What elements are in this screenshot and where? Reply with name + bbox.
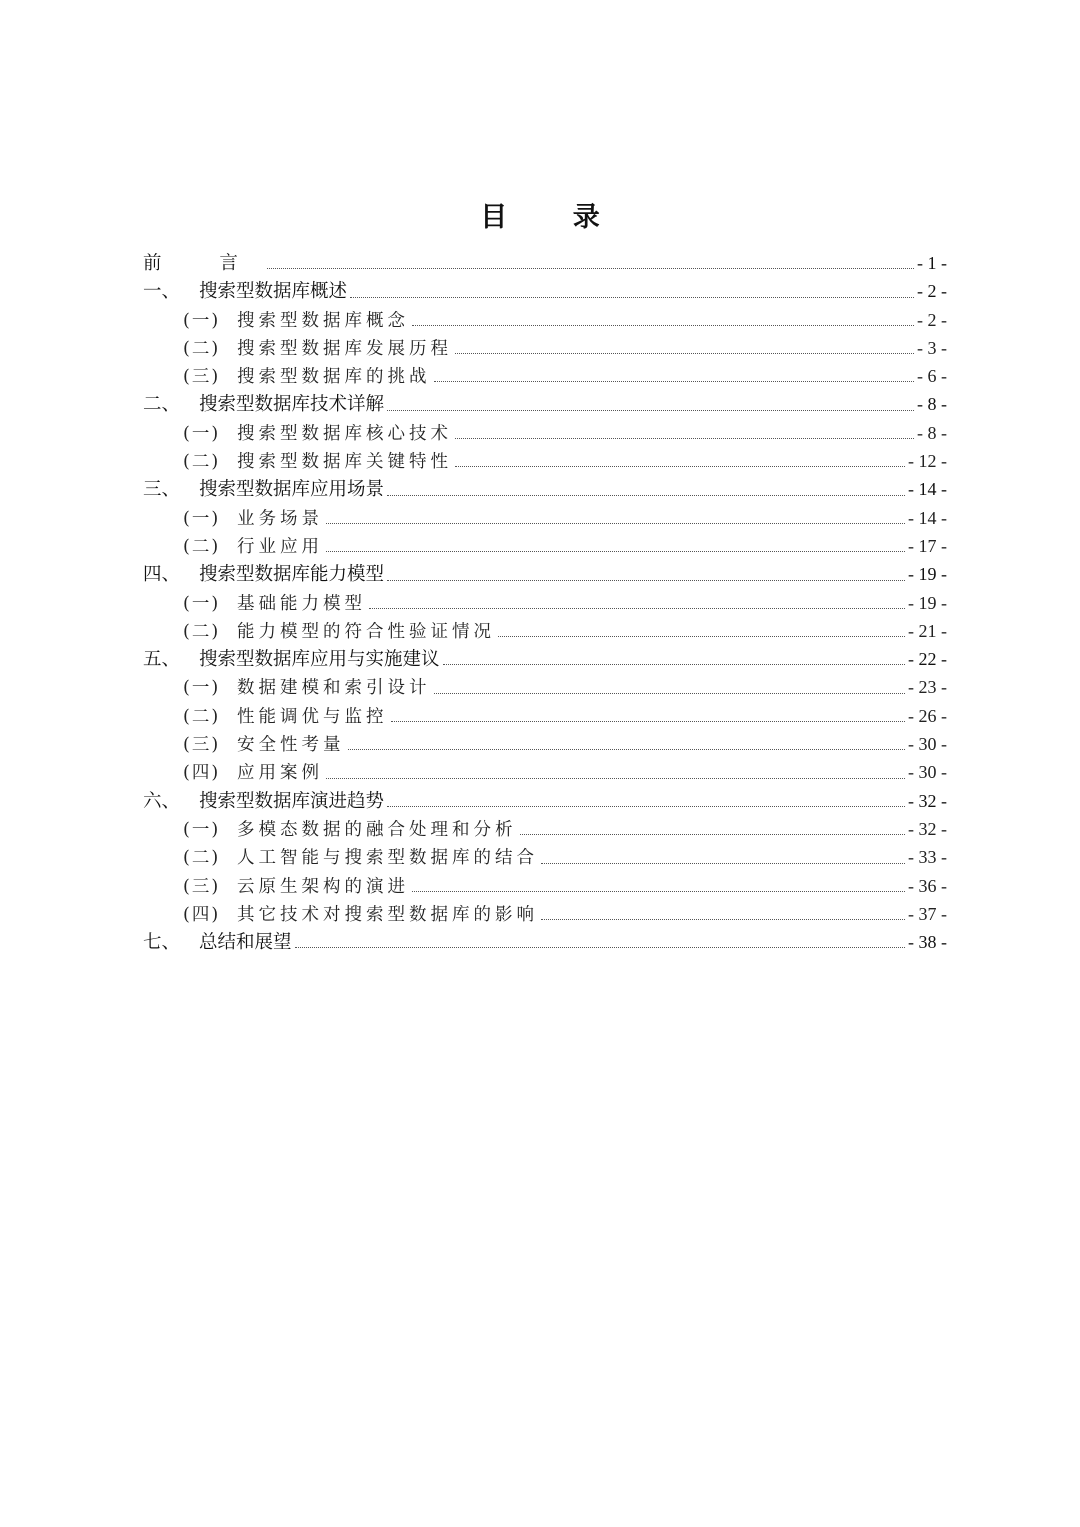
toc-dot-leader — [541, 917, 905, 920]
toc-entry-number: 四、 — [143, 564, 181, 586]
toc-entry-number: 五、 — [143, 649, 181, 671]
toc-dot-leader — [412, 889, 905, 892]
toc-section-entry[interactable] — [143, 730, 947, 758]
toc-entry-title: 搜索型数据库核心技术 — [237, 423, 452, 444]
toc-page-number: - 8 - — [917, 394, 947, 415]
toc-section-entry[interactable] — [143, 702, 947, 730]
toc-entry-number: (一) — [183, 819, 221, 840]
toc-page-number: - 2 - — [917, 309, 947, 330]
toc-page-number: - 22 - — [908, 649, 947, 670]
toc-page-number: - 32 - — [908, 790, 947, 811]
toc-section-entry[interactable] — [143, 362, 947, 390]
toc-page-number: - 14 - — [908, 507, 947, 528]
toc-section-entry[interactable] — [143, 815, 947, 843]
toc-chapter-entry[interactable] — [143, 390, 947, 418]
toc-chapter-entry[interactable] — [143, 277, 947, 305]
toc-entry-title: 搜索型数据库能力模型 — [199, 564, 385, 586]
toc-entry-title: 云原生架构的演进 — [237, 876, 409, 897]
toc-page-number: - 36 - — [908, 875, 947, 896]
toc-page-number: - 37 - — [908, 903, 947, 924]
toc-entry-number: (二) — [183, 848, 221, 869]
toc-entry-title: 搜索型数据库演进趋势 — [199, 790, 385, 812]
toc-entry-title: 应用案例 — [237, 763, 323, 784]
toc-title: 目 录 — [480, 202, 628, 233]
toc-page-number: - 2 - — [917, 281, 947, 302]
toc-entry-number: (三) — [183, 735, 221, 756]
toc-entry-title: 搜索型数据库发展历程 — [237, 338, 452, 359]
toc-entry-number: (一) — [183, 310, 221, 331]
toc-section-entry[interactable] — [143, 504, 947, 532]
toc-entry-number: (一) — [183, 423, 221, 444]
toc-page-number: - 19 - — [908, 592, 947, 613]
toc-entry-number: 二、 — [143, 394, 181, 416]
toc-dot-leader — [455, 351, 914, 354]
toc-dot-leader — [369, 606, 905, 609]
toc-section-entry[interactable] — [143, 673, 947, 701]
toc-entry-title: 基础能力模型 — [237, 593, 366, 614]
toc-page-number: - 30 - — [908, 734, 947, 755]
toc-page-number: - 14 - — [908, 479, 947, 500]
toc-page-number: - 23 - — [908, 677, 947, 698]
toc-entry-number: (二) — [183, 706, 221, 727]
toc-chapter-entry[interactable] — [143, 645, 947, 673]
toc-section-entry[interactable] — [143, 306, 947, 334]
toc-dot-leader — [387, 578, 905, 581]
toc-page-number: - 12 - — [908, 451, 947, 472]
toc-dot-leader — [520, 832, 906, 835]
toc-dot-leader — [387, 493, 905, 496]
toc-entry-number: (四) — [183, 763, 221, 784]
toc-entry-title: 业务场景 — [237, 508, 323, 529]
toc-entry-title: 能力模型的符合性验证情况 — [237, 621, 495, 642]
toc-dot-leader — [434, 691, 906, 694]
toc-page-number: - 8 - — [917, 422, 947, 443]
toc-entry-number: 三、 — [143, 479, 181, 501]
toc-page-number: - 32 - — [908, 818, 947, 839]
toc-entry-number: (三) — [183, 367, 221, 388]
toc-page-number: - 19 - — [908, 564, 947, 585]
toc-section-entry[interactable] — [143, 447, 947, 475]
toc-dot-leader — [443, 662, 905, 665]
toc-entry-number: (一) — [183, 678, 221, 699]
toc-dot-leader — [541, 861, 905, 864]
toc-section-entry[interactable] — [143, 758, 947, 786]
toc-entry-title: 性能调优与监控 — [237, 706, 388, 727]
toc-entry-number: (三) — [183, 876, 221, 897]
toc-entry-title: 搜索型数据库应用场景 — [199, 479, 385, 501]
toc-section-entry[interactable] — [143, 843, 947, 871]
toc-chapter-entry[interactable] — [143, 475, 947, 503]
table-of-contents — [143, 249, 947, 956]
toc-chapter-entry[interactable] — [143, 928, 947, 956]
toc-dot-leader — [391, 719, 906, 722]
toc-dot-leader — [326, 549, 905, 552]
toc-dot-leader — [350, 295, 914, 298]
toc-page-number: - 26 - — [908, 705, 947, 726]
toc-page-number: - 6 - — [917, 366, 947, 387]
toc-section-entry[interactable] — [143, 334, 947, 362]
toc-entry-title: 搜索型数据库概述 — [199, 281, 348, 303]
toc-page-number: - 1 - — [917, 253, 947, 273]
toc-chapter-entry[interactable] — [143, 787, 947, 815]
toc-entry-number: (二) — [183, 536, 221, 557]
toc-entry-number: 七、 — [143, 932, 181, 954]
toc-section-entry[interactable] — [143, 589, 947, 617]
toc-section-entry[interactable] — [143, 900, 947, 928]
toc-page-number: - 33 - — [908, 847, 947, 868]
toc-dot-leader — [434, 379, 915, 382]
toc-dot-leader — [412, 323, 914, 326]
toc-dot-leader — [498, 634, 905, 637]
toc-entry-title: 前 言 — [143, 253, 264, 274]
toc-dot-leader — [326, 776, 905, 779]
toc-entry-number: (一) — [183, 508, 221, 529]
toc-entry-title: 搜索型数据库的挑战 — [237, 367, 431, 388]
toc-entry-title: 行业应用 — [237, 536, 323, 557]
toc-dot-leader — [326, 521, 905, 524]
toc-entry-title: 搜索型数据库应用与实施建议 — [199, 649, 440, 671]
toc-entry-number: (二) — [183, 621, 221, 642]
toc-entry-number: (二) — [183, 452, 221, 473]
toc-entry-number: (一) — [183, 593, 221, 614]
toc-dot-leader — [455, 464, 905, 467]
toc-entry-title: 总结和展望 — [199, 932, 292, 954]
toc-chapter-entry[interactable] — [143, 249, 947, 277]
toc-page-number: - 3 - — [917, 337, 947, 358]
toc-dot-leader — [387, 804, 905, 807]
toc-entry-title: 数据建模和索引设计 — [237, 678, 431, 699]
toc-dot-leader — [267, 266, 914, 269]
toc-entry-title: 其它技术对搜索型数据库的影响 — [237, 904, 538, 925]
toc-entry-number: (二) — [183, 338, 221, 359]
toc-entry-title: 人工智能与搜索型数据库的结合 — [237, 848, 538, 869]
toc-page-number: - 30 - — [908, 762, 947, 783]
toc-entry-title: 安全性考量 — [237, 735, 345, 756]
toc-dot-leader — [387, 408, 914, 411]
toc-page-number: - 21 - — [908, 620, 947, 641]
toc-entry-title: 搜索型数据库关键特性 — [237, 452, 452, 473]
toc-entry-title: 搜索型数据库概念 — [237, 310, 409, 331]
toc-entry-number: (四) — [183, 904, 221, 925]
toc-entry-number: 一、 — [143, 281, 181, 303]
toc-section-entry[interactable] — [143, 419, 947, 447]
toc-section-entry[interactable] — [143, 617, 947, 645]
toc-section-entry[interactable] — [143, 872, 947, 900]
toc-entry-number: 六、 — [143, 790, 181, 812]
toc-entry-title: 搜索型数据库技术详解 — [199, 394, 385, 416]
toc-dot-leader — [295, 945, 905, 948]
toc-dot-leader — [348, 747, 906, 750]
toc-page-number: - 17 - — [908, 535, 947, 556]
toc-dot-leader — [455, 436, 914, 439]
toc-chapter-entry[interactable] — [143, 560, 947, 588]
toc-section-entry[interactable] — [143, 532, 947, 560]
toc-entry-title: 多模态数据的融合处理和分析 — [237, 819, 517, 840]
toc-page-number: - 38 - — [908, 932, 947, 953]
